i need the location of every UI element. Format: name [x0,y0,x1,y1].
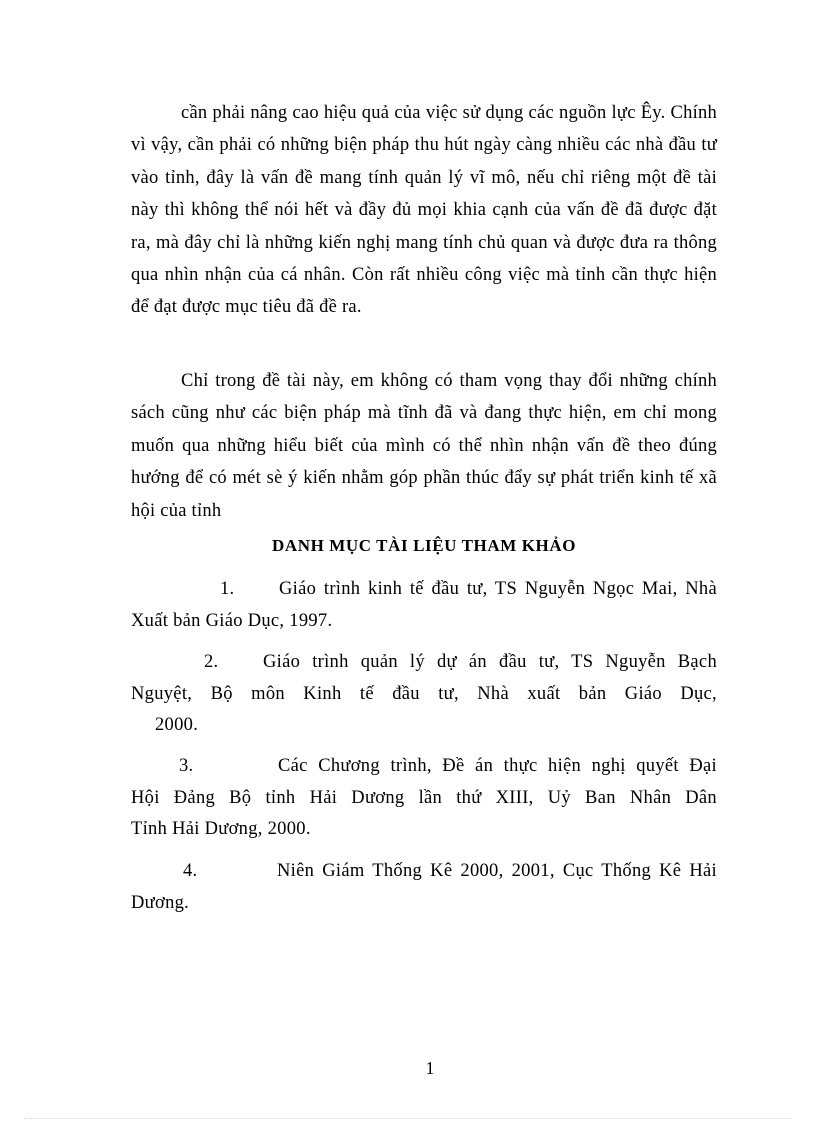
reference-number: 1. [220,579,235,599]
reference-first-line: Giáo trình kinh tế đầu tư, TS Nguyễn Ngọc Mai, Nhà [279,579,717,599]
page-number: 1 [425,1058,435,1078]
reference-item-2 [131,647,717,742]
reference-number: 2. [204,652,219,672]
reference-first-line: Niên Giám Thống Kê 2000, 2001, Cục Thống Kê Hải [277,861,717,881]
reference-item-4 [131,856,717,919]
body-paragraph-1: cần phải nâng cao hiệu quả của việc sử dụng các nguồn lực Êy. Chính vì vậy, cần phải có những biện pháp thu hút ngày càng nhiều các nhà đầu tư vào tỉnh, đây là vấn đề mang tính quản lý vĩ mô, nếu chỉ riêng một đề tài này thì không thể nói hết và đầy đủ mọi khia cạnh của vấn đề đã được đặt ra, mà đây chỉ là những kiến nghị mang tính chủ quan và được đưa ra thông qua nhìn nhận của cá nhân. Còn rất nhiều công việc mà tỉnh cần thực hiện để đạt được mục tiêu đã đề ra. [131,103,717,318]
reference-continuation: Xuất bản Giáo Dục, 1997. [131,610,333,631]
reference-continuation: Hội Đảng Bộ tỉnh Hải Dương lần thứ XIII, Uỷ Ban Nhân Dân [131,787,717,808]
reference-item-1 [131,574,717,637]
reference-first-line: Các Chương trình, Đề án thực hiện nghị quyết Đại [278,756,717,776]
references-heading: DANH MỤC TÀI LIỆU THAM KHẢO [271,536,577,555]
page-bottom-divider [24,1118,792,1119]
body-paragraph-2: Chỉ trong đề tài này, em không có tham vọng thay đổi những chính sách cũng như các biện pháp mà tĩnh đã và đang thực hiện, em chỉ mong muốn qua những hiểu biết của mình có thể nhìn nhận vấn đề theo đúng hướng để có mét sè ý kiến nhằm góp phần thúc đẩy sự phát triển kinh tế xã hội của tỉnh [131,371,717,521]
reference-number: 4. [183,861,198,881]
reference-continuation: Tỉnh Hải Dương, 2000. [131,819,311,839]
reference-number: 3. [179,756,194,776]
reference-continuation: 2000. [155,715,199,735]
reference-first-line: Giáo trình quản lý dự án đầu tư, TS Nguyễn Bạch [263,652,717,672]
reference-item-3 [131,751,717,846]
reference-continuation: Dương. [131,892,190,913]
reference-continuation: Nguyệt, Bộ môn Kinh tế đầu tư, Nhà xuất bản Giáo Dục, [131,683,717,704]
